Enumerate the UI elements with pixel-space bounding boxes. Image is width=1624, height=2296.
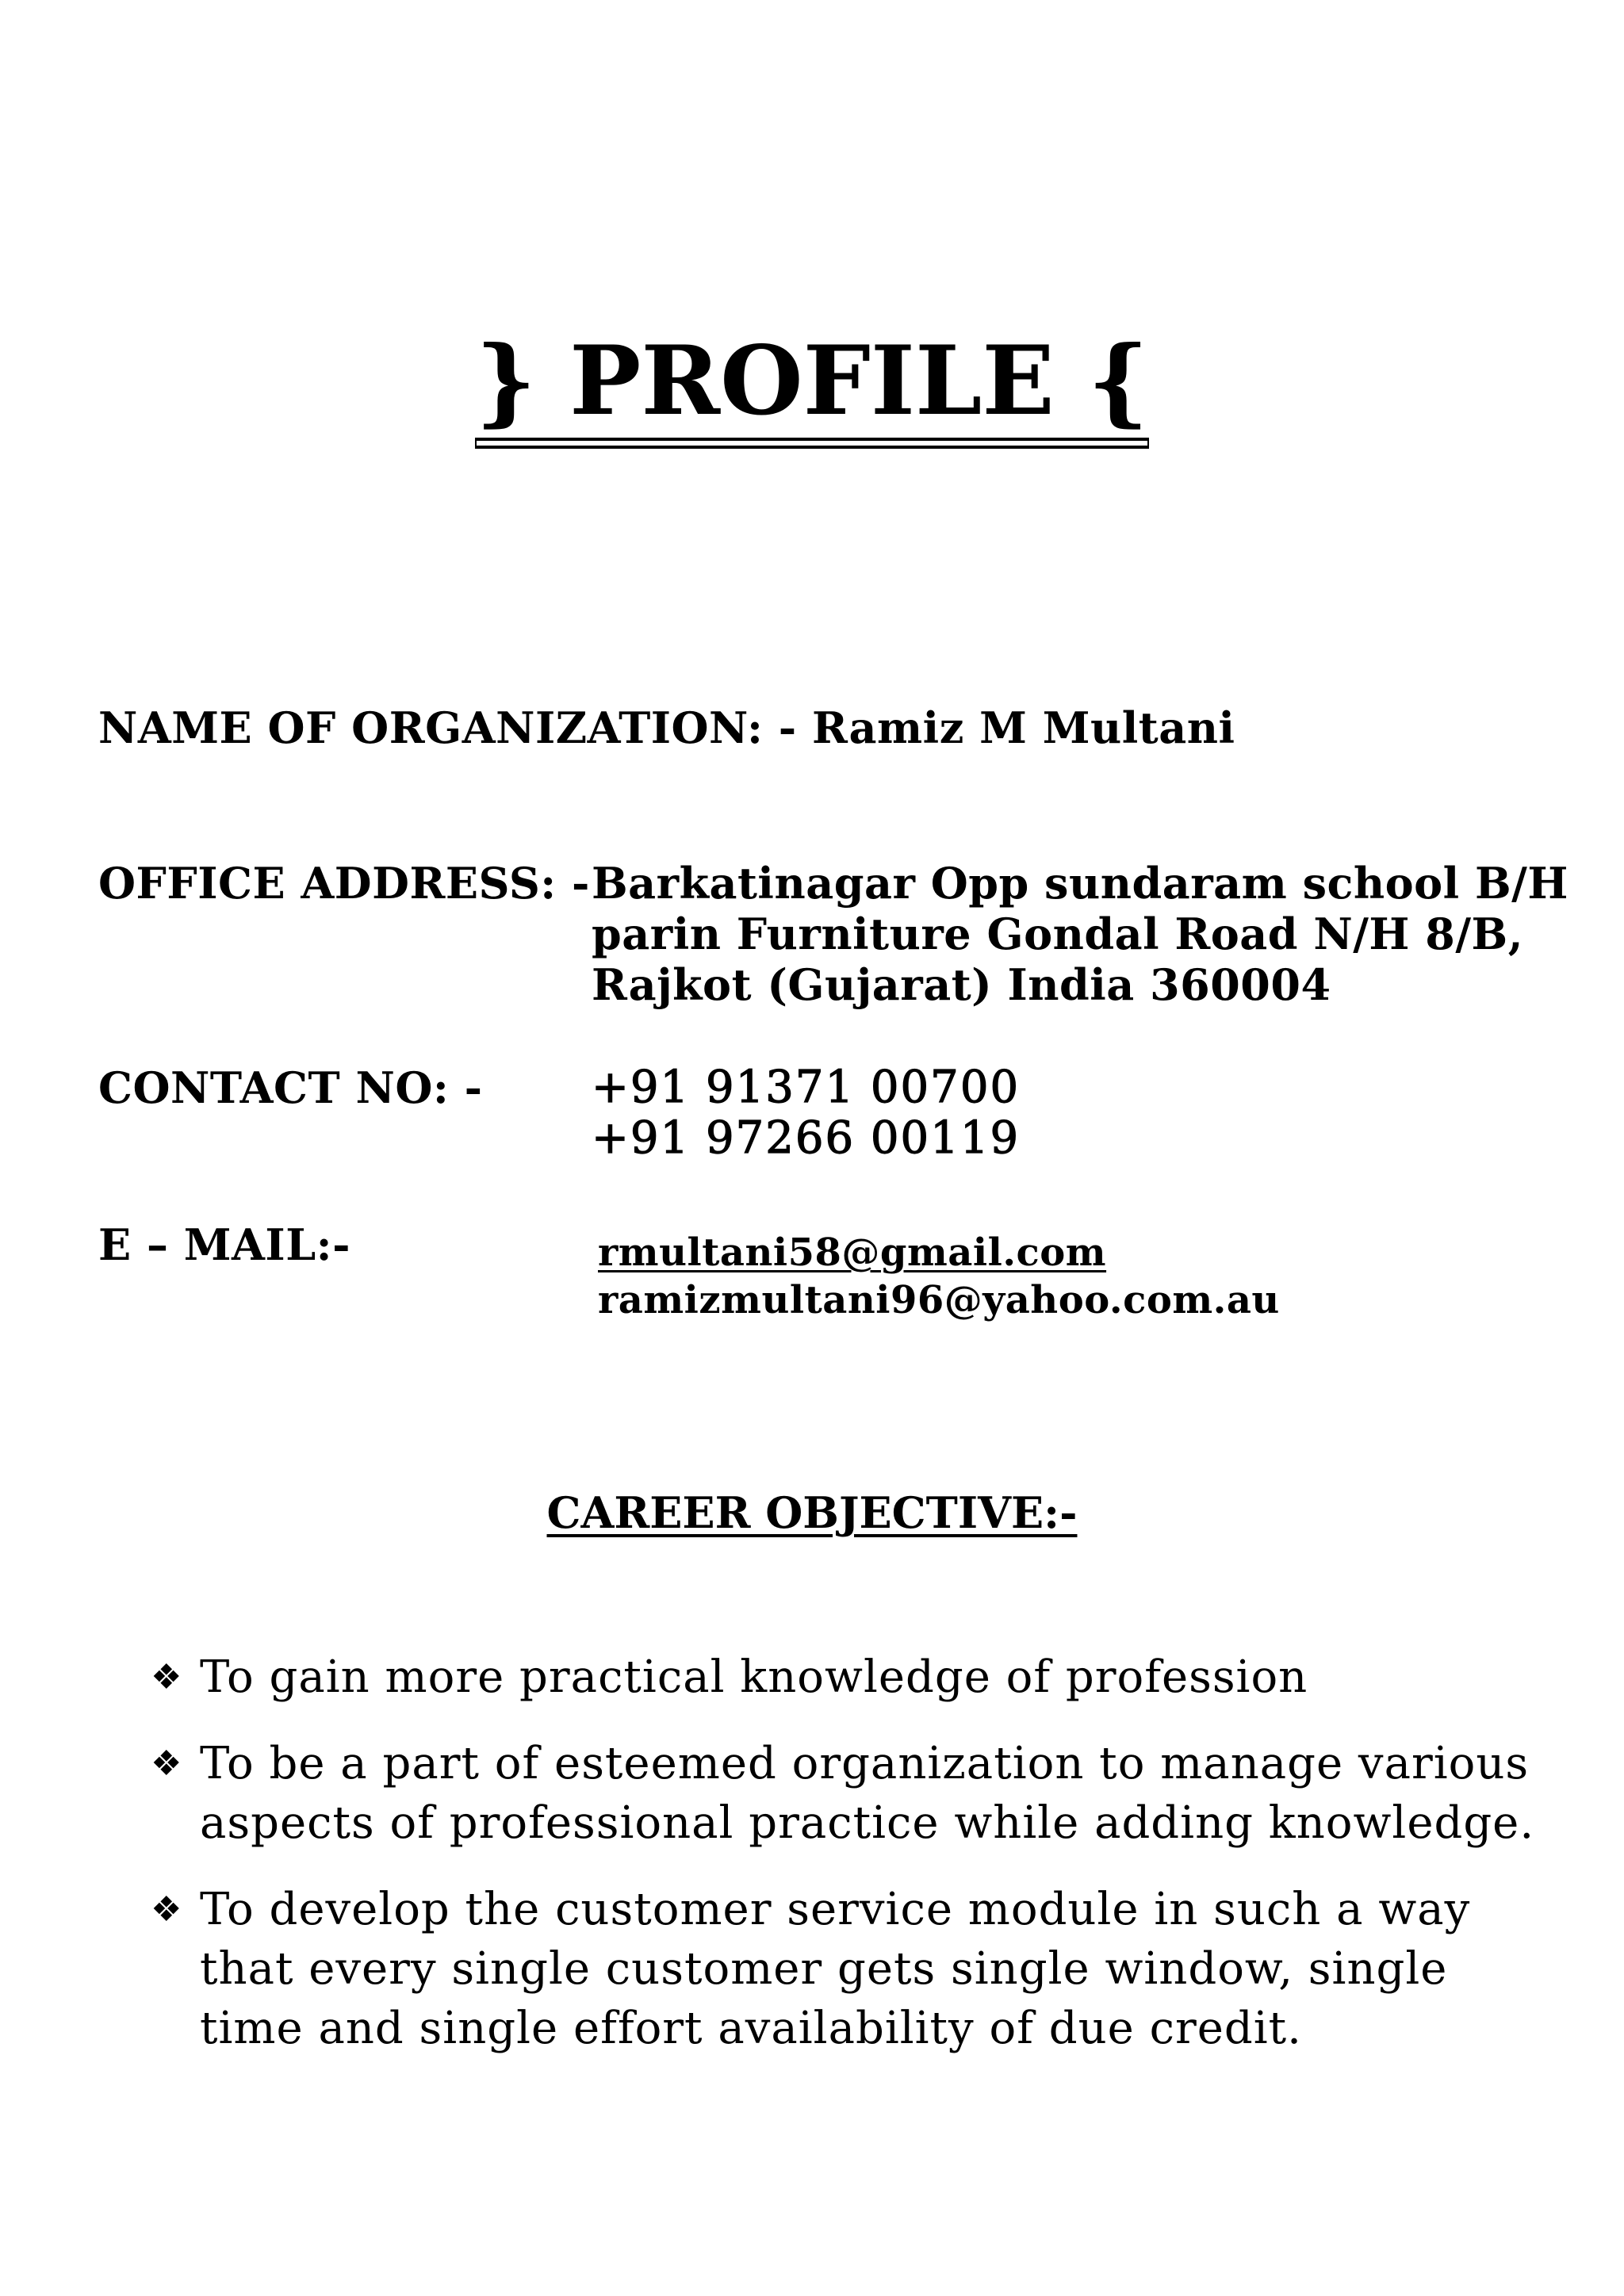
contact-numbers	[592, 1062, 1020, 1164]
page-title	[0, 327, 1624, 441]
contact-label: CONTACT NO: -	[98, 1062, 483, 1113]
list-item	[151, 1734, 1546, 1853]
career-objective-heading	[0, 1487, 1624, 1538]
email-link-gmail[interactable]: rmultani58@gmail.com	[598, 1230, 1107, 1275]
organization-label: NAME OF ORGANIZATION: - Ramiz M Multani	[98, 702, 1235, 753]
office-address-label: OFFICE ADDRESS: -	[98, 858, 590, 909]
email-address-yahoo: ramizmultani96@yahoo.com.au	[598, 1278, 1280, 1322]
email-label: E – MAIL:-	[98, 1219, 351, 1270]
contact-number: +91 97266 00119	[592, 1112, 1021, 1164]
address-line: parin Furniture Gondal Road N/H 8/B,	[592, 909, 1523, 959]
list-item	[151, 1880, 1546, 2058]
diamond-bullet-icon: ❖	[151, 1657, 183, 1697]
address-line: Rajkot (Gujarat) India 360004	[592, 959, 1331, 1010]
office-address-value	[592, 858, 1568, 1010]
objective-text: To gain more practical knowledge of profession	[200, 1651, 1308, 1703]
address-line: Barkatinagar Opp sundaram school B/H	[592, 858, 1568, 909]
list-item	[151, 1647, 1546, 1707]
objective-text: To develop the customer service module in such a way that every single customer gets single window, single time and single effort availability of due credit.	[200, 1884, 1471, 2054]
email-addresses	[598, 1229, 1280, 1324]
page-title-text: } PROFILE {	[475, 327, 1149, 441]
career-objective-heading-text: CAREER OBJECTIVE:-	[546, 1487, 1078, 1538]
diamond-bullet-icon: ❖	[151, 1743, 183, 1784]
objective-text: To be a part of esteemed organization to manage various aspects of professional practice while adding knowledge.	[200, 1738, 1535, 1849]
career-objective-list	[151, 1647, 1546, 2085]
diamond-bullet-icon: ❖	[151, 1889, 183, 1930]
contact-number: +91 91371 00700	[592, 1062, 1021, 1113]
